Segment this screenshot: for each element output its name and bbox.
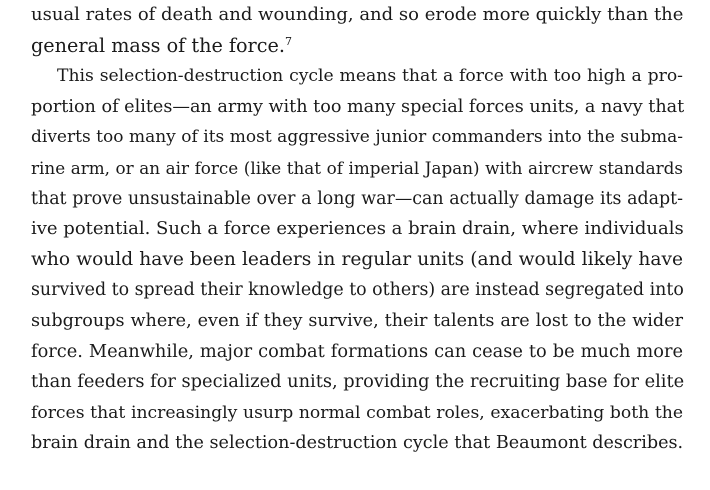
text-line: brain drain and the selection-destruction cycle that Beaumont describes. xyxy=(31,433,684,454)
text-line: subgroups where, even if they survive, their talents are lost to the wider xyxy=(31,310,683,331)
text-line: that prove unsustainable over a long war—can actually damage its adapt- xyxy=(31,188,683,209)
text-line: rine arm, or an air force (like that of imperial Japan) with aircrew standards xyxy=(31,157,683,178)
text-line: who would have been leaders in regular units (and would likely have xyxy=(31,248,683,270)
text-line: usual rates of death and wounding, and so erode more quickly than the xyxy=(31,4,684,25)
text-line-content: general mass of the force. xyxy=(31,33,285,57)
paragraph-1 xyxy=(31,0,683,61)
text-line: force. Meanwhile, major combat formations can cease to be much more xyxy=(31,340,683,362)
text-line: portion of elites—an army with too many special forces units, a navy that xyxy=(31,96,685,117)
text-line: than feeders for specialized units, providing the recruiting base for elite xyxy=(31,371,685,393)
text-line xyxy=(31,31,683,62)
body-text xyxy=(31,0,683,459)
text-line: This selection-destruction cycle means that a force with too high a pro- xyxy=(57,66,683,87)
text-line: survived to spread their knowledge to others) are instead segregated into xyxy=(31,280,684,301)
text-line: forces that increasingly usurp normal combat roles, exacerbating both the xyxy=(31,402,683,423)
text-line: diverts too many of its most aggressive junior commanders into the subma- xyxy=(31,127,683,148)
paragraph-2 xyxy=(31,61,683,459)
footnote-marker[interactable]: 7 xyxy=(284,34,292,48)
text-line: ive potential. Such a force experiences a brain drain, where individuals xyxy=(31,218,684,240)
